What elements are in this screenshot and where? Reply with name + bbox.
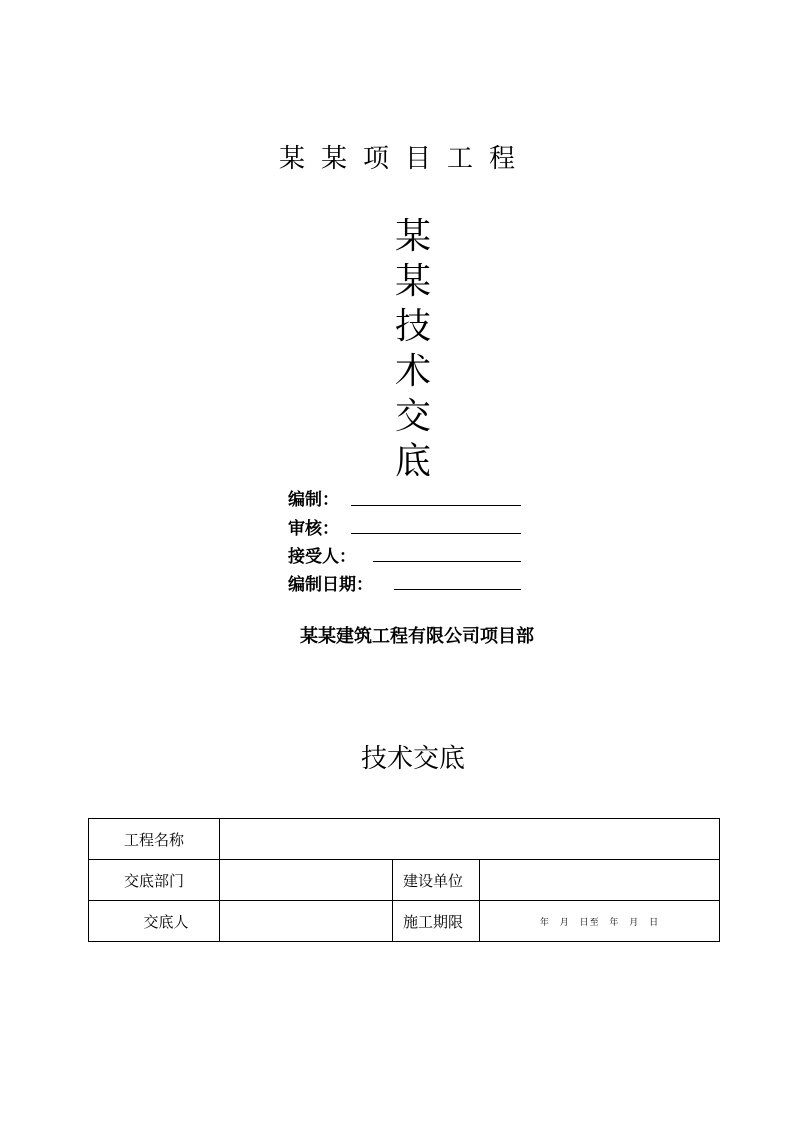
construction-unit-label: 建设单位 [393,860,480,901]
presenter-field[interactable] [220,901,393,942]
title-char: 某 [394,216,431,257]
title-char: 技 [394,306,431,347]
reviewer-label: 审核： [288,519,339,539]
title-char: 底 [394,441,431,482]
disclosure-table [88,818,720,942]
company-name: 某某建筑工程有限公司项目部 [300,626,534,647]
receiver-row [288,542,356,568]
reviewer-row [288,514,339,540]
project-name-label: 工程名称 [89,819,220,860]
date-label: 编制日期： [288,575,373,595]
department-field[interactable] [220,860,393,901]
title-char: 交 [394,396,431,437]
section-title: 技术交底 [360,744,465,774]
construction-unit-field[interactable] [480,860,720,901]
period-label: 施工期限 [393,901,480,942]
title-char: 某 [394,261,431,302]
department-label: 交底部门 [89,860,220,901]
presenter-label: 交底人 [89,901,220,942]
receiver-line [373,561,521,562]
compiler-line [351,505,521,506]
receiver-label: 接受人： [288,547,356,567]
table-row [89,860,720,901]
vertical-document-title [378,214,448,484]
table-row [89,819,720,860]
project-name-field[interactable] [220,819,720,860]
date-line [394,589,521,590]
reviewer-line [351,533,521,534]
compiler-row [288,485,339,511]
compiler-label: 编制： [288,490,339,510]
title-char: 术 [394,351,431,392]
table-row [89,901,720,942]
project-title: 某某项目工程 [278,144,531,174]
period-field[interactable]: 年 月 日至 年 月 日 [480,901,720,942]
date-row [288,570,373,596]
